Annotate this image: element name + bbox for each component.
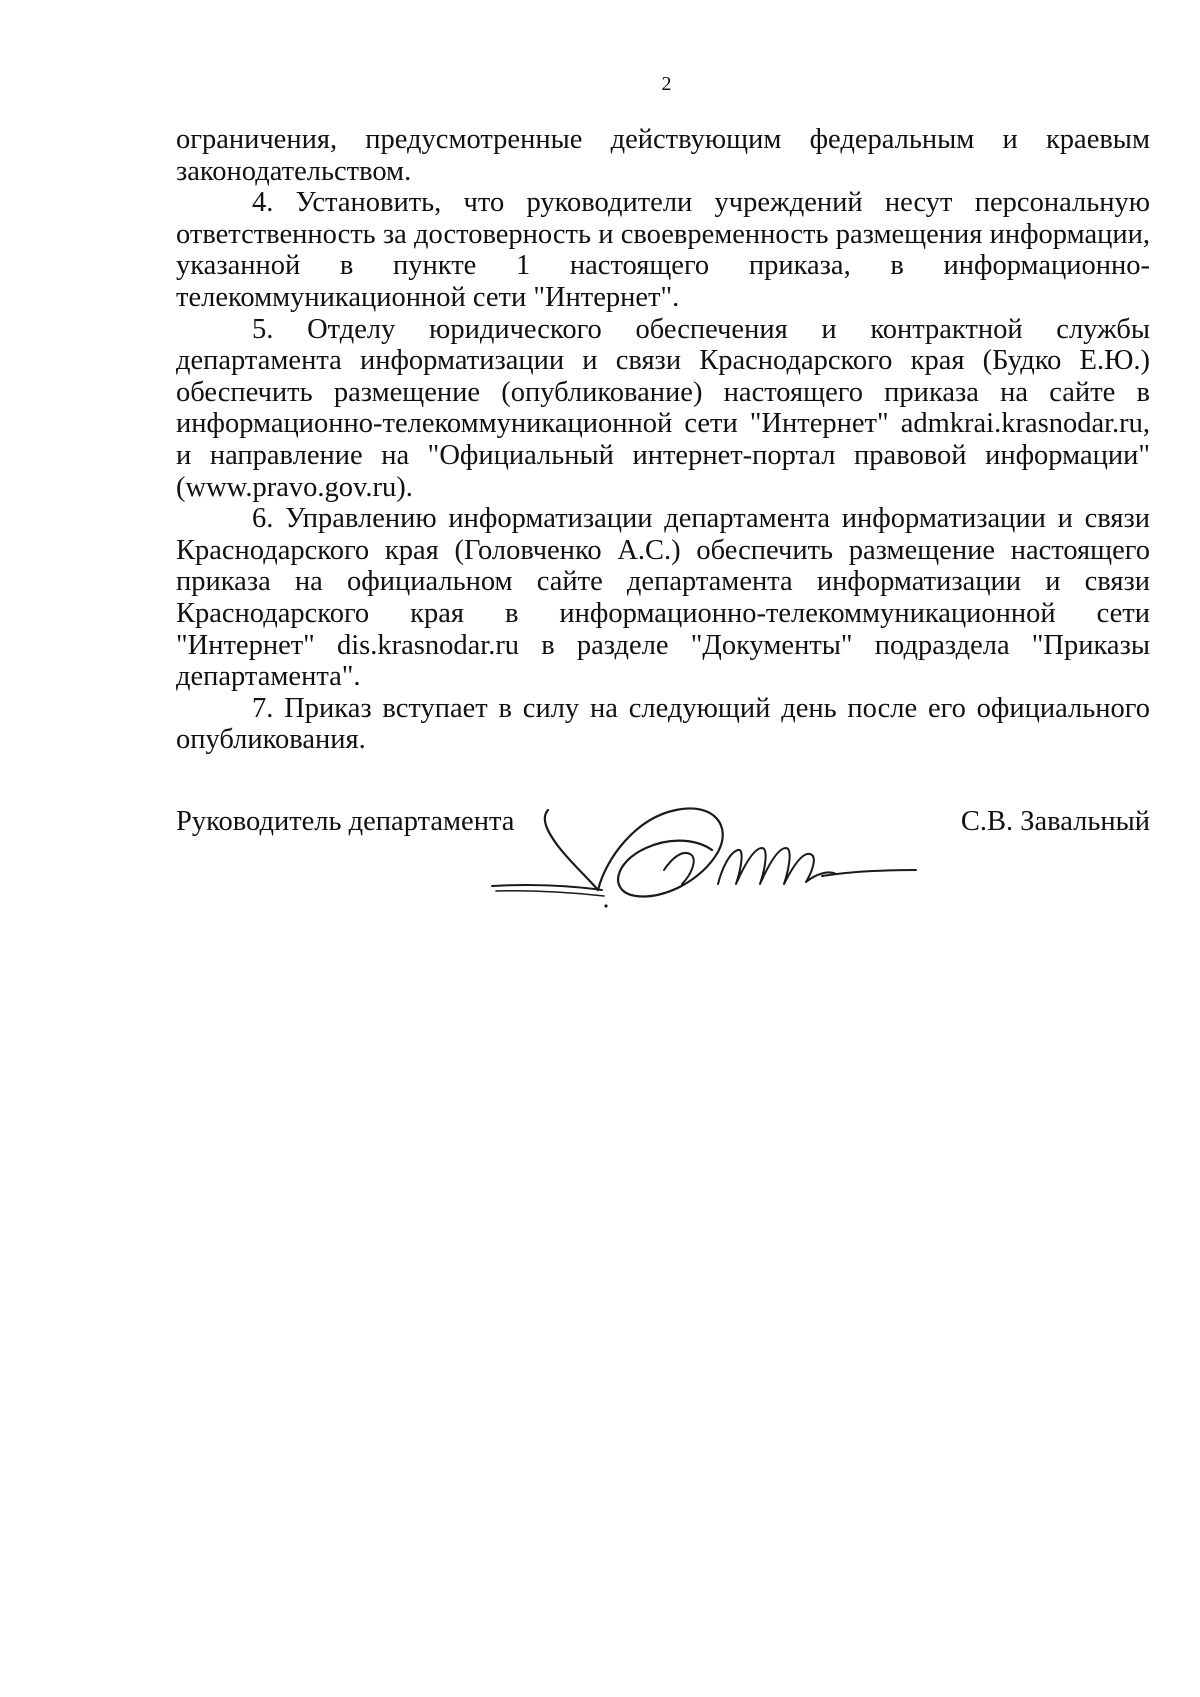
signature-block (176, 800, 1150, 930)
paragraph-item-4: 4. Установить, что руководители учреждений несут персональную ответственность за достоверность и своевременность размещения информации, указанной в пункте 1 настоящего приказа, в информационно-телекоммуникационной сети "Интернет". (176, 187, 1150, 313)
document-body (176, 124, 1150, 756)
paragraph-item-5: 5. Отделу юридического обеспечения и контрактной службы департамента информатизации и связи Краснодарского края (Будко Е.Ю.) обеспечить размещение (опубликование) настоящего приказа на сайте в информационно-телекоммуникационной сети "Интернет" admkrai.krasnodar.ru, и направление на "Официальный интернет-портал правовой информации" (www.pravo.gov.ru). (176, 313, 1150, 503)
paragraph-continuation: ограничения, предусмотренные действующим федеральным и краевым законодательством. (176, 124, 1150, 187)
signatory-name: С.В. Завальный (960, 806, 1150, 837)
page-number: 2 (661, 73, 672, 95)
handwritten-signature (486, 788, 926, 928)
signatory-position: Руководитель департамента (176, 806, 515, 837)
paragraph-item-7: 7. Приказ вступает в силу на следующий день после его официального опубликования. (176, 692, 1150, 756)
paragraph-item-6: 6. Управлению информатизации департамента информатизации и связи Краснодарского края (Головченко А.С.) обеспечить размещение настоящего приказа на официальном сайте департамента информатизации и связи Краснодарского края в информационно-телекоммуникационной сети "Интернет" dis.krasnodar.ru в разделе "Документы" подраздела "Приказы департамента". (176, 503, 1150, 693)
